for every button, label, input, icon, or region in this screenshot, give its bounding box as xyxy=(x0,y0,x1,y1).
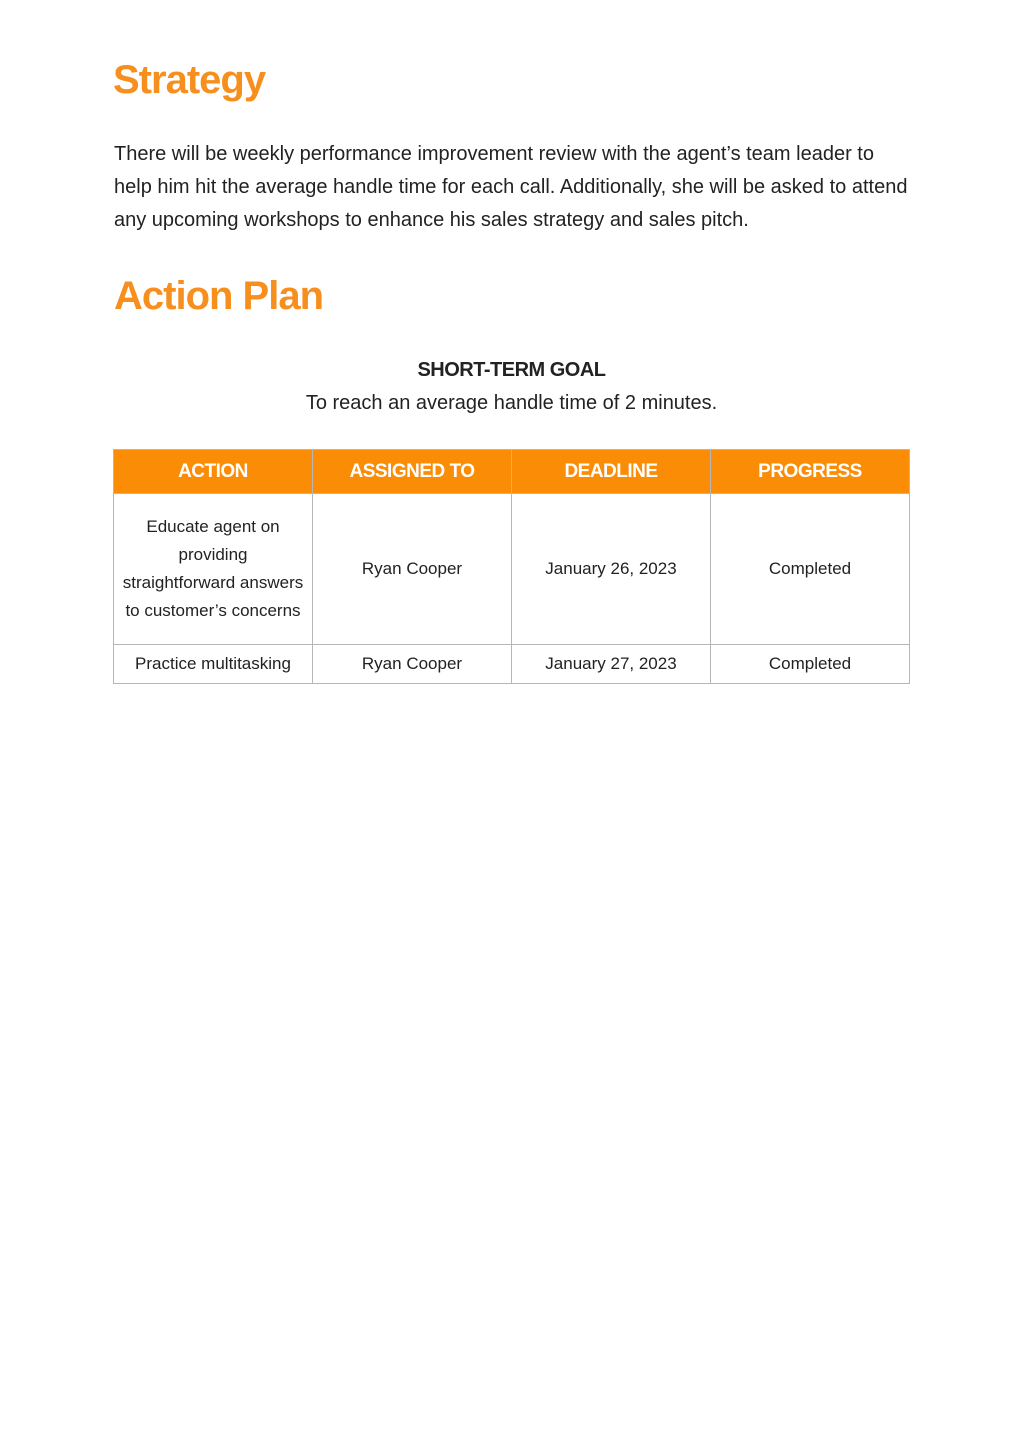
table-header xyxy=(114,450,910,494)
table-body xyxy=(114,494,910,684)
cell-progress: Completed xyxy=(711,645,910,684)
cell-assigned-to: Ryan Cooper xyxy=(313,494,512,645)
column-header-action: ACTION xyxy=(114,450,313,494)
strategy-heading: Strategy xyxy=(113,58,266,102)
table-row xyxy=(114,494,910,645)
cell-action: Educate agent on providing straightforward answers to customer’s concerns xyxy=(114,494,313,645)
cell-action: Practice multitasking xyxy=(114,645,313,684)
action-plan-table xyxy=(113,449,910,684)
column-header-assigned-to: ASSIGNED TO xyxy=(313,450,512,494)
table-row xyxy=(114,645,910,684)
table-header-row xyxy=(114,450,910,494)
action-plan-heading: Action Plan xyxy=(114,274,324,318)
short-term-goal-title: SHORT-TERM GOAL xyxy=(417,359,606,381)
column-header-progress: PROGRESS xyxy=(711,450,910,494)
column-header-deadline: DEADLINE xyxy=(512,450,711,494)
cell-assigned-to: Ryan Cooper xyxy=(313,645,512,684)
cell-deadline: January 26, 2023 xyxy=(512,494,711,645)
cell-deadline: January 27, 2023 xyxy=(512,645,711,684)
short-term-goal-text: To reach an average handle time of 2 minutes. xyxy=(305,392,718,414)
cell-progress: Completed xyxy=(711,494,910,645)
strategy-paragraph: There will be weekly performance improvement review with the agent’s team leader to help him hit the average handle time for each call. Additionally, she will be asked to attend any upcoming workshops to enhance his sales strategy and sales pitch. xyxy=(114,143,908,231)
